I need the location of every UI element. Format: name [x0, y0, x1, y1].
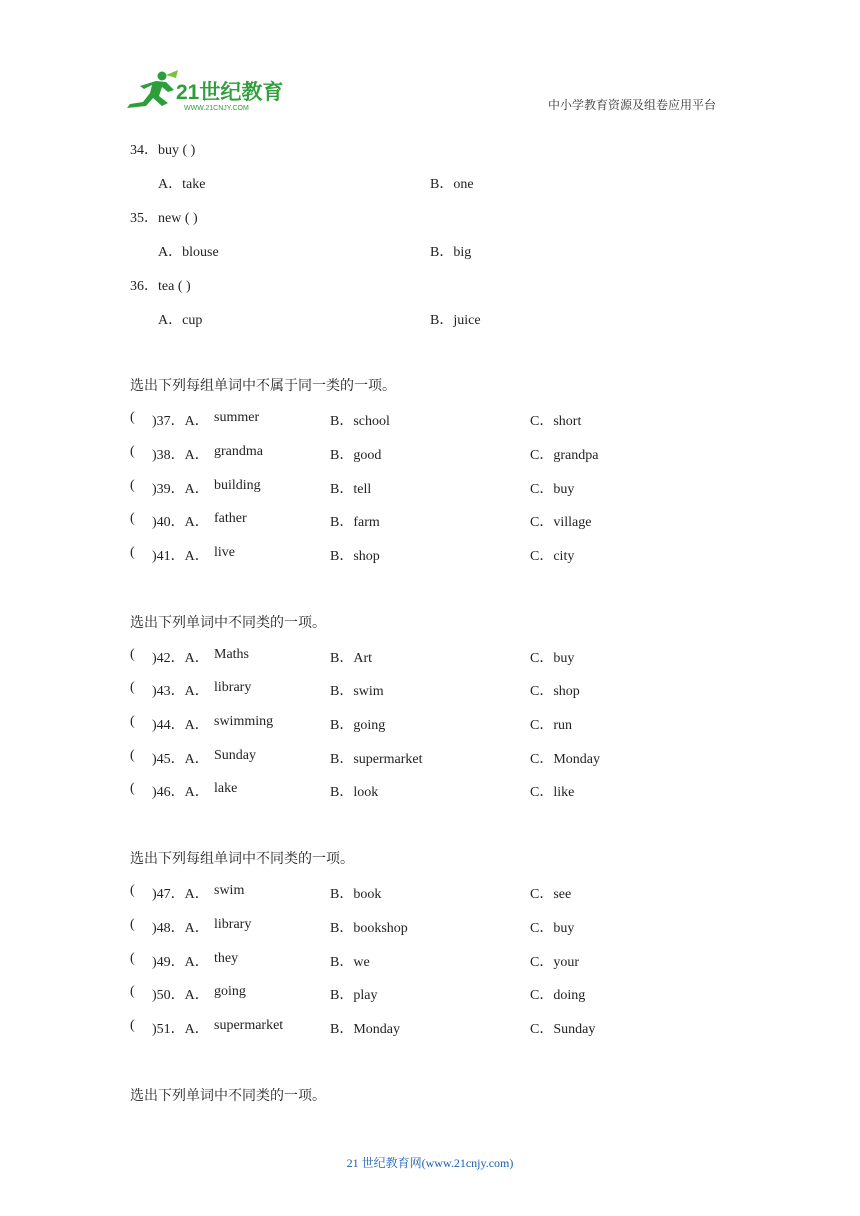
option-c: C．Sunday: [530, 1022, 596, 1037]
question-stem-35: 35．new ( ): [130, 211, 198, 226]
section-instruction: 选出下列每组单词中不属于同一类的一项。: [130, 379, 396, 394]
option-b: B．school: [330, 414, 390, 429]
option-a: live: [214, 545, 235, 560]
answer-paren: (: [130, 1018, 135, 1033]
question-number: )40．A．: [152, 515, 209, 530]
option-b: B．going: [330, 718, 386, 733]
answer-paren: (: [130, 680, 135, 695]
section-instruction: 选出下列单词中不同类的一项。: [130, 1089, 326, 1104]
runner-icon: [127, 70, 178, 108]
question-stem-36: 36．tea ( ): [130, 279, 191, 294]
option-b: B．shop: [330, 549, 380, 564]
option-a-35: A．blouse: [158, 245, 219, 260]
site-tagline: 中小学教育资源及组卷应用平台: [548, 98, 717, 112]
option-a: Sunday: [214, 748, 256, 763]
option-b: B．good: [330, 448, 382, 463]
option-c: C．buy: [530, 651, 575, 666]
question-number: )43．A．: [152, 684, 209, 699]
option-c: C．see: [530, 887, 572, 902]
question-number: )49．A．: [152, 955, 209, 970]
option-c: C．buy: [530, 482, 575, 497]
question-stem-34: 34．buy ( ): [130, 143, 196, 158]
option-b: B．play: [330, 988, 378, 1003]
option-a: lake: [214, 781, 238, 796]
option-a: library: [214, 680, 252, 695]
option-a-34: A．take: [158, 177, 206, 192]
section-instruction: 选出下列单词中不同类的一项。: [130, 616, 326, 631]
option-b: B．book: [330, 887, 382, 902]
option-a: grandma: [214, 444, 263, 459]
option-a: Maths: [214, 647, 249, 662]
option-c: C．doing: [530, 988, 586, 1003]
option-b: B．we: [330, 955, 370, 970]
answer-paren: (: [130, 951, 135, 966]
answer-paren: (: [130, 410, 135, 425]
option-a: they: [214, 951, 239, 966]
answer-paren: (: [130, 511, 135, 526]
option-a: summer: [214, 410, 260, 425]
answer-paren: (: [130, 478, 135, 493]
question-number: )50．A．: [152, 988, 209, 1003]
section-instruction: 选出下列每组单词中不同类的一项。: [130, 852, 354, 867]
option-b: B．Monday: [330, 1022, 400, 1037]
option-a-36: A．cup: [158, 313, 203, 328]
answer-paren: (: [130, 647, 135, 662]
option-b: B．farm: [330, 515, 380, 530]
option-b-35: B．big: [430, 245, 472, 260]
answer-paren: (: [130, 444, 135, 459]
option-b: B．look: [330, 785, 379, 800]
option-b: B．bookshop: [330, 921, 408, 936]
question-number: )38．A．: [152, 448, 209, 463]
answer-paren: (: [130, 984, 135, 999]
question-number: )42．A．: [152, 651, 209, 666]
answer-paren: (: [130, 545, 135, 560]
option-a: supermarket: [214, 1018, 284, 1033]
option-b-34: B．one: [430, 177, 474, 192]
option-c: C．shop: [530, 684, 580, 699]
site-logo: [122, 70, 292, 112]
answer-paren: (: [130, 781, 135, 796]
option-b: B．swim: [330, 684, 384, 699]
option-c: C．grandpa: [530, 448, 599, 463]
option-a: swimming: [214, 714, 274, 729]
question-number: )41．A．: [152, 549, 209, 564]
option-c: C．buy: [530, 921, 575, 936]
option-c: C．village: [530, 515, 592, 530]
option-c: C．your: [530, 955, 579, 970]
question-number: )46．A．: [152, 785, 209, 800]
svg-text:WWW.21CNJY.COM: WWW.21CNJY.COM: [184, 105, 249, 112]
question-number: )45．A．: [152, 752, 209, 767]
svg-text:21世纪教育: 21世纪教育: [176, 81, 284, 104]
option-a: father: [214, 511, 247, 526]
page-footer: 21 世纪教育网(www.21cnjy.com): [346, 1156, 514, 1170]
option-a: going: [214, 984, 246, 999]
option-c: C．run: [530, 718, 572, 733]
answer-paren: (: [130, 748, 135, 763]
option-c: C．Monday: [530, 752, 600, 767]
question-number: )48．A．: [152, 921, 209, 936]
question-number: )44．A．: [152, 718, 209, 733]
option-c: C．like: [530, 785, 575, 800]
option-a: swim: [214, 883, 245, 898]
option-b-36: B．juice: [430, 313, 481, 328]
option-a: library: [214, 917, 252, 932]
question-number: )51．A．: [152, 1022, 209, 1037]
answer-paren: (: [130, 917, 135, 932]
option-b: B．Art: [330, 651, 372, 666]
answer-paren: (: [130, 883, 135, 898]
option-a: building: [214, 478, 261, 493]
question-number: )39．A．: [152, 482, 209, 497]
option-c: C．short: [530, 414, 582, 429]
question-number: )47．A．: [152, 887, 209, 902]
option-c: C．city: [530, 549, 575, 564]
answer-paren: (: [130, 714, 135, 729]
question-number: )37．A．: [152, 414, 209, 429]
option-b: B．tell: [330, 482, 372, 497]
option-b: B．supermarket: [330, 752, 423, 767]
